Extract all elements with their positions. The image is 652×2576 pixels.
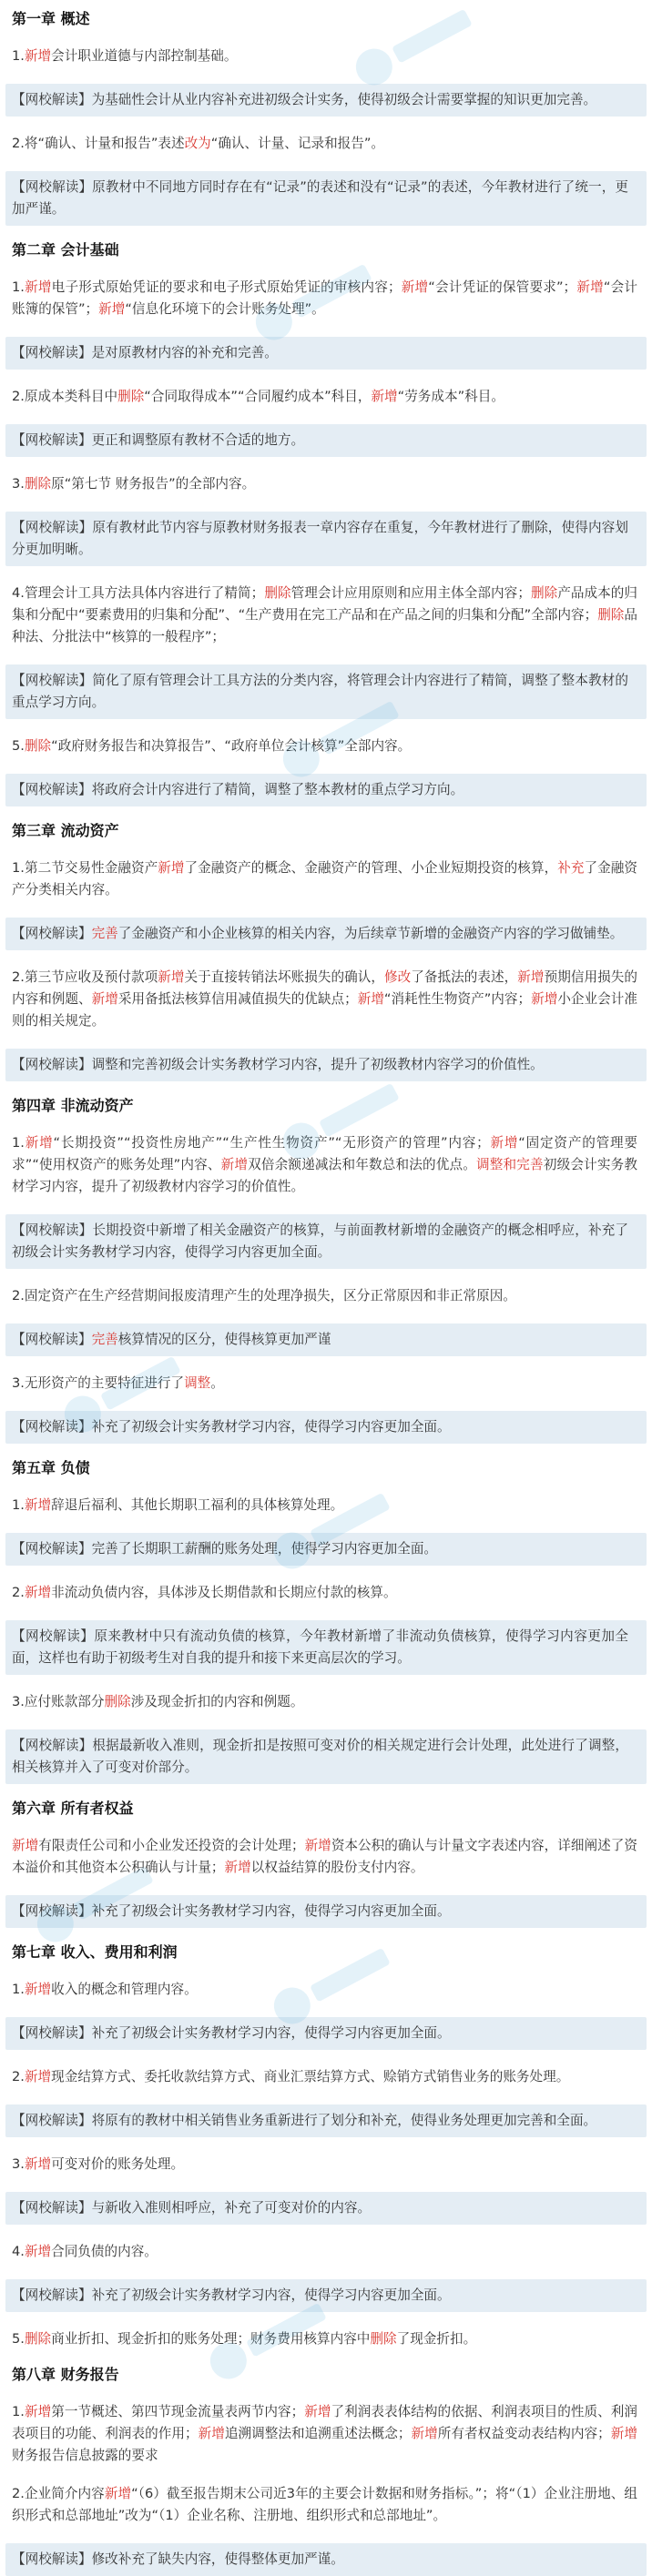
text-segment: 所有者权益变动表结构内容； — [437, 2426, 611, 2441]
change-keyword: 新增 — [12, 1838, 39, 1853]
change-item — [12, 2154, 647, 2175]
change-keyword: 新增 — [24, 48, 52, 64]
text-segment: 4.管理会计工具方法具体内容进行了精简； — [12, 585, 265, 601]
interpretation-box — [5, 512, 647, 566]
interpretation-text — [12, 1220, 637, 1263]
text-segment: 关于直接转销法坏账损失的确认， — [184, 969, 384, 985]
interpretation-box — [5, 84, 647, 117]
change-item — [12, 1835, 647, 1879]
text-segment: 【网校解读】补充了初级会计实务教材学习内容，使得学习内容更加全面。 — [12, 1419, 451, 1435]
interpretation-box — [5, 2279, 647, 2312]
text-segment: “信息化环境下的会计账务处理”。 — [125, 301, 325, 317]
interpretation-box — [5, 918, 647, 950]
chapter-title: 第七章 收入、费用和利润 — [12, 1943, 178, 1961]
interpretation-text — [12, 670, 637, 714]
chapter-title: 第三章 流动资产 — [12, 822, 119, 839]
interpretation-text — [12, 517, 637, 561]
chapter-title: 第一章 概述 — [12, 10, 90, 27]
interpretation-text — [12, 430, 637, 451]
change-item — [12, 1979, 647, 2001]
text-segment: 产品成本的归集和分配中“要素费用的归集和分配”、“生产费用在完工产品和在产品之间的归集和分配”全部内容； — [12, 585, 637, 623]
text-segment: 3. — [12, 476, 25, 492]
text-segment: 1. — [12, 2404, 25, 2419]
text-segment: 非流动负债内容，具体涉及长期借款和长期应付款的核算。 — [51, 1585, 397, 1600]
change-keyword: 补充 — [557, 860, 585, 876]
text-segment: 5. — [12, 2331, 25, 2347]
change-keyword: 新增 — [24, 279, 52, 295]
interpretation-box — [5, 2543, 647, 2576]
change-item — [12, 2483, 647, 2527]
change-keyword: 新增 — [357, 991, 384, 1007]
change-keyword: 完善 — [91, 1332, 118, 1347]
change-item — [12, 2401, 647, 2467]
chapter-title: 第六章 所有者权益 — [12, 1800, 134, 1817]
text-segment: 可变对价的账务处理。 — [51, 2156, 185, 2172]
interpretation-text — [12, 1538, 637, 1560]
change-item — [12, 967, 647, 1032]
change-item — [12, 277, 647, 320]
change-item — [12, 1373, 647, 1394]
text-segment: 3. — [12, 2156, 25, 2172]
text-segment: “消耗性生物资产”内容； — [383, 991, 532, 1007]
text-segment: 【网校解读】原有教材此节内容与原教材财务报表一章内容存在重复，今年教材进行了删除，使得内容划分更加明晰。 — [12, 520, 628, 557]
change-keyword: 新增 — [24, 1135, 54, 1151]
change-keyword: 删除 — [264, 585, 291, 601]
change-item — [12, 1285, 647, 1307]
text-segment: 【网校解读】根据最新收入准则，现金折扣是按照可变对价的相关规定进行会计处理，此处进行了调整，相关核算并入了可变对价部分。 — [12, 1738, 628, 1775]
text-segment: 【网校解读】补充了初级会计实务教材学习内容，使得学习内容更加全面。 — [12, 2287, 451, 2303]
interpretation-box — [5, 1323, 647, 1356]
text-segment: 电子形式原始凭证的要求和电子形式原始凭证的审核内容； — [51, 279, 402, 295]
text-segment: 2.第三节应收及预付款项 — [12, 969, 158, 985]
text-segment: 采用备抵法核算信用减值损失的优缺点； — [117, 991, 358, 1007]
change-item — [12, 1582, 647, 1604]
interpretation-text — [12, 1901, 637, 1922]
text-segment: 涉及现金折扣的内容和例题。 — [130, 1694, 304, 1709]
change-item — [12, 1132, 647, 1198]
interpretation-text — [12, 779, 637, 801]
text-segment: 核算情况的区分，使得核算更加严谨 — [117, 1332, 331, 1347]
text-segment: “确认、计量、记录和报告”。 — [210, 136, 385, 151]
text-segment: 追溯调整法和追溯重述法概念； — [224, 2426, 412, 2441]
text-segment: 2.企业简介内容 — [12, 2486, 105, 2501]
text-segment: 收入的概念和管理内容。 — [51, 1982, 198, 1997]
change-keyword: 新增 — [576, 279, 604, 295]
text-segment: 辞退后福利、其他长期职工福利的具体核算处理。 — [51, 1497, 344, 1513]
change-keyword: 新增 — [220, 1157, 249, 1172]
change-keyword: 新增 — [24, 1585, 52, 1600]
change-keyword: 新增 — [304, 2404, 331, 2419]
change-keyword: 新增 — [517, 969, 545, 985]
change-item — [12, 2328, 647, 2350]
interpretation-box — [5, 1049, 647, 1081]
text-segment: “固定资产的管理要求”“使用权资产的账务处理”内容、 — [12, 1135, 637, 1172]
text-segment: 【网校解读】 — [12, 1332, 92, 1347]
change-keyword: 新增 — [24, 2069, 52, 2084]
text-segment: 【网校解读】将原有的教材中相关销售业务重新进行了划分和补充，使得业务处理更加完善和全面。 — [12, 2113, 597, 2128]
text-segment: “长期投资”“投资性房地产”“生产性生物资产”“无形资产的管理”内容； — [53, 1135, 490, 1151]
interpretation-box — [5, 664, 647, 719]
interpretation-text — [12, 342, 637, 364]
chapter-title: 第二章 会计基础 — [12, 241, 119, 259]
change-keyword: 新增 — [24, 2244, 52, 2259]
change-keyword: 删除 — [24, 2331, 52, 2347]
text-segment: 有限责任公司和小企业发还投资的会计处理； — [38, 1838, 305, 1853]
interpretation-text — [12, 177, 637, 220]
interpretation-box — [5, 337, 647, 370]
text-segment: 【网校解读】完善了长期职工薪酬的账务处理，使得学习内容更加全面。 — [12, 1541, 438, 1557]
change-item — [12, 386, 647, 408]
change-keyword: 新增 — [91, 991, 118, 1007]
change-keyword: 调整 — [184, 1375, 211, 1391]
text-segment: 资本公积的确认与计量文字表述内容，详细阐述了资本溢价和其他资本公积确认与计量； — [12, 1838, 637, 1875]
text-segment: 1. — [12, 279, 25, 295]
text-segment: “劳务成本”科目。 — [397, 389, 504, 404]
interpretation-text — [12, 1054, 637, 1076]
text-segment: 3.无形资产的主要特征进行了 — [12, 1375, 185, 1391]
text-segment: 1. — [12, 48, 25, 64]
interpretation-text — [12, 2285, 637, 2307]
text-segment: 了金融资产和小企业核算的相关内容，为后续章节新增的金融资产内容的学习做铺垫。 — [117, 926, 624, 941]
change-keyword: 新增 — [489, 1135, 519, 1151]
change-keyword: 新增 — [158, 860, 185, 876]
text-segment: 1.第二节交易性金融资产 — [12, 860, 158, 876]
text-segment: 。 — [210, 1375, 224, 1391]
interpretation-box — [5, 171, 647, 226]
change-keyword: 删除 — [370, 2331, 397, 2347]
text-segment: 合同负债的内容。 — [51, 2244, 158, 2259]
text-segment: 现金结算方式、委托收款结算方式、商业汇票结算方式、赊销方式销售业务的账务处理。 — [51, 2069, 570, 2084]
change-keyword: 删除 — [597, 607, 625, 623]
text-segment: 1. — [12, 1135, 25, 1151]
change-item — [12, 2241, 647, 2263]
text-segment: 品种法、分批法中“核算的一般程序”； — [12, 607, 637, 644]
text-segment: 【网校解读】原来教材中只有流动负债的核算，今年教材新增了非流动负债核算，使得学习内容更加全面，这样也有助于初级考生对自我的提升和接下来更高层次的学习。 — [12, 1628, 628, 1666]
text-segment: 【网校解读】修改补充了缺失内容，使得整体更加严谨。 — [12, 2551, 344, 2567]
change-keyword: 删除 — [24, 476, 52, 492]
text-segment: 4. — [12, 2244, 25, 2259]
text-segment: 【网校解读】调整和完善初级会计实务教材学习内容，提升了初级教材内容学习的价值性。 — [12, 1057, 544, 1072]
text-segment: “会计凭证的保管要求”； — [428, 279, 577, 295]
text-segment: 【网校解读】原教材中不同地方同时存在有“记录”的表述和没有“记录”的表述，今年教材进行了统一，更加严谨。 — [12, 179, 628, 217]
text-segment: 了金融资产的概念、金融资产的管理、小企业短期投资的核算， — [184, 860, 558, 876]
text-segment: 【网校解读】将政府会计内容进行了精简，调整了整本教材的重点学习方向。 — [12, 782, 464, 797]
text-segment: 【网校解读】为基础性会计从业内容补充进初级会计实务，使得初级会计需要掌握的知识更加完善。 — [12, 92, 597, 107]
text-segment: 预期信用损失的内容和例题、 — [12, 969, 637, 1007]
interpretation-text — [12, 2023, 637, 2044]
chapter-title: 第五章 负债 — [12, 1459, 90, 1476]
change-item — [12, 473, 647, 495]
interpretation-text — [12, 89, 637, 111]
text-segment: 会计职业道德与内部控制基础。 — [51, 48, 238, 64]
text-segment: 了备抵法的表述， — [411, 969, 518, 985]
change-item — [12, 735, 647, 757]
text-segment: 3.应付账款部分 — [12, 1694, 105, 1709]
change-keyword: 新增 — [24, 2404, 52, 2419]
change-keyword: 新增 — [98, 301, 126, 317]
text-segment: 【网校解读】补充了初级会计实务教材学习内容，使得学习内容更加全面。 — [12, 2025, 451, 2041]
change-item — [12, 133, 647, 155]
text-segment: 1. — [12, 1982, 25, 1997]
text-segment: “会计账簿的保管”； — [12, 279, 637, 317]
text-segment: 财务报告信息披露的要求 — [12, 2448, 158, 2463]
change-item — [12, 583, 647, 648]
text-segment: 2.固定资产在生产经营期间报废清理产生的处理净损失，区分正常原因和非正常原因。 — [12, 1288, 516, 1303]
change-keyword: 完善 — [91, 926, 118, 941]
change-keyword: 删除 — [104, 1694, 131, 1709]
interpretation-box — [5, 774, 647, 806]
text-segment: 2. — [12, 2069, 25, 2084]
change-keyword: 新增 — [158, 969, 185, 985]
text-segment: “合同取得成本”“合同履约成本”科目， — [144, 389, 372, 404]
change-item — [12, 857, 647, 901]
change-keyword: 删除 — [530, 585, 558, 601]
interpretation-box — [5, 1214, 647, 1269]
interpretation-box — [5, 2017, 647, 2050]
text-segment: 【网校解读】补充了初级会计实务教材学习内容，使得学习内容更加全面。 — [12, 1903, 451, 1919]
change-item — [12, 46, 647, 67]
text-segment: 以权益结算的股份支付内容。 — [250, 1860, 424, 1875]
interpretation-box — [5, 1620, 647, 1675]
change-keyword: 新增 — [411, 2426, 438, 2441]
text-segment: 了利润表表体结构的依据、利润表项目的性质、利润表项目的功能、利润表的作用； — [12, 2404, 637, 2441]
interpretation-box — [5, 1533, 647, 1566]
interpretation-text — [12, 2110, 637, 2132]
interpretation-text — [12, 2197, 637, 2219]
change-keyword: 新增 — [104, 2486, 132, 2501]
change-keyword: 新增 — [401, 279, 429, 295]
text-segment: 2.原成本类科目中 — [12, 389, 118, 404]
change-keyword: 新增 — [304, 1838, 331, 1853]
change-keyword: 新增 — [531, 991, 558, 1007]
text-segment: 【网校解读】更正和调整原有教材不合适的地方。 — [12, 432, 305, 448]
interpretation-text — [12, 1626, 637, 1669]
interpretation-box — [5, 2192, 647, 2225]
chapter-title: 第八章 财务报告 — [12, 2366, 119, 2383]
interpretation-text — [12, 923, 637, 945]
change-item — [12, 1495, 647, 1516]
text-segment: 2.将“确认、计量和报告”表述 — [12, 136, 185, 151]
text-segment: 初级会计实务教材学习内容，提升了初级教材内容学习的价值性。 — [12, 1157, 637, 1194]
change-item — [12, 2066, 647, 2088]
change-keyword: 删除 — [24, 738, 52, 754]
chapter-title: 第四章 非流动资产 — [12, 1097, 134, 1114]
text-segment: 【网校解读】 — [12, 926, 92, 941]
text-segment: 双倍余额递减法和年数总和法的优点。 — [248, 1157, 477, 1172]
text-segment: 【网校解读】是对原教材内容的补充和完善。 — [12, 345, 278, 360]
change-keyword: 新增 — [24, 1497, 52, 1513]
text-segment: 1. — [12, 1497, 25, 1513]
change-keyword: 新增 — [610, 2426, 637, 2441]
change-keyword: 新增 — [24, 1982, 52, 1997]
text-segment: “政府财务报告和决算报告”、“政府单位会计核算”全部内容。 — [51, 738, 412, 754]
interpretation-box — [5, 2104, 647, 2137]
text-segment: 管理会计应用原则和应用主体全部内容； — [290, 585, 531, 601]
interpretation-text — [12, 1416, 637, 1438]
change-keyword: 调整和完善 — [476, 1157, 544, 1172]
text-segment: 【网校解读】长期投资中新增了相关金融资产的核算，与前面教材新增的金融资产的概念相呼应，补充了初级会计实务教材学习内容，使得学习内容更加全面。 — [12, 1222, 628, 1260]
change-keyword: 新增 — [224, 1860, 251, 1875]
change-keyword: 新增 — [371, 389, 398, 404]
text-segment: 了金融资产分类相关内容。 — [12, 860, 637, 898]
change-keyword: 新增 — [198, 2426, 225, 2441]
text-segment: 【网校解读】简化了原有管理会计工具方法的分类内容，将管理会计内容进行了精简，调整了整本教材的重点学习方向。 — [12, 673, 628, 710]
text-segment: 【网校解读】与新收入准则相呼应，补充了可变对价的内容。 — [12, 2200, 372, 2216]
text-segment: 了现金折扣。 — [396, 2331, 477, 2347]
change-keyword: 删除 — [117, 389, 145, 404]
change-keyword: 改为 — [184, 136, 211, 151]
text-segment: 小企业会计准则的相关规定。 — [12, 991, 637, 1029]
change-keyword: 修改 — [383, 969, 412, 985]
interpretation-text — [12, 1329, 637, 1351]
change-item — [12, 1691, 647, 1713]
text-segment: 第一节概述、第四节现金流量表两节内容； — [51, 2404, 305, 2419]
text-segment: 5. — [12, 738, 25, 754]
text-segment: “（6）截至报告期末公司近3年的主要会计数据和财务指标。”；将“（1）企业注册地、组织形式和总部地址”改为“（1）企业名称、注册地、组织形式和总部地址”。 — [12, 2486, 637, 2523]
text-segment: 2. — [12, 1585, 25, 1600]
text-segment: 原“第七节 财务报告”的全部内容。 — [51, 476, 256, 492]
interpretation-text — [12, 1735, 637, 1779]
interpretation-box — [5, 1895, 647, 1928]
interpretation-text — [12, 2549, 637, 2571]
text-segment: 商业折扣、现金折扣的账务处理；财务费用核算内容中 — [51, 2331, 371, 2347]
interpretation-box — [5, 1729, 647, 1784]
interpretation-box — [5, 1411, 647, 1444]
change-keyword: 新增 — [24, 2156, 52, 2172]
interpretation-box — [5, 424, 647, 457]
